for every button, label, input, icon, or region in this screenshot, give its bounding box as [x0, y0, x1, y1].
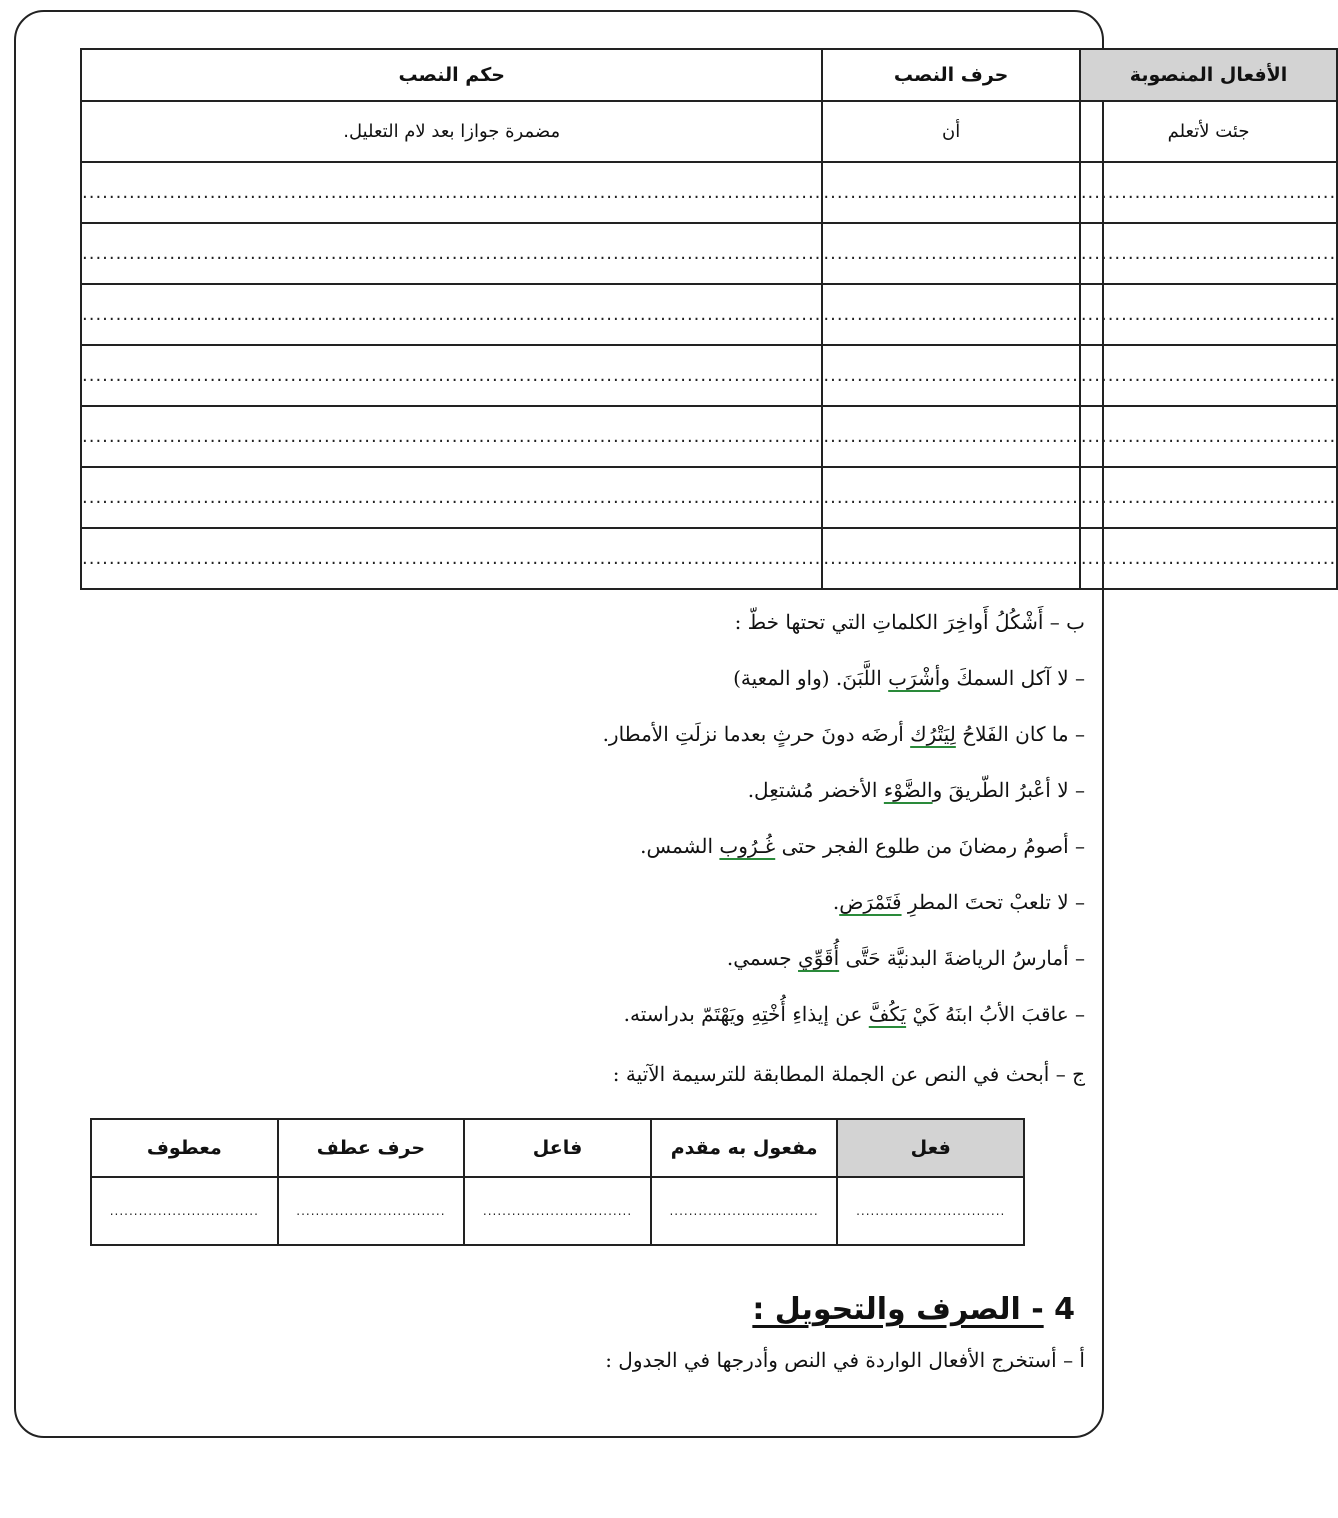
sentence-text: عن إيذاءِ أُخْتِهِ ويَهْتَمّ بدراسته.: [623, 1002, 869, 1026]
header-conjunction: حرف عطف: [278, 1119, 465, 1177]
blank-cell[interactable]: ......................................: [1080, 162, 1337, 223]
example-rule: مضمرة جوازا بعد لام التعليل.: [81, 101, 822, 162]
table-row: [81, 101, 1337, 162]
section-4-number: 4: [1054, 1292, 1075, 1327]
table-header-row: [91, 1119, 1024, 1177]
sentence-text: – لا آكل السمكَ و: [940, 666, 1085, 690]
sentence-text: .: [832, 890, 840, 914]
blank-cell[interactable]: ......................................: [822, 223, 1079, 284]
blank-cell[interactable]: ..............................................................................................................: [81, 223, 822, 284]
exercise-sentence: [748, 778, 1085, 802]
table-row: [81, 284, 1337, 345]
section-b-title: ب – أَشْكُلُ أَواخِرَ الكلماتِ التي تحتها خطّ :: [734, 610, 1085, 634]
exercise-sentence: [640, 834, 1085, 858]
table-sentence-pattern: [90, 1118, 1025, 1246]
header-object: مفعول به مقدم: [651, 1119, 838, 1177]
blank-cell[interactable]: ...............................: [278, 1177, 465, 1245]
section-c-title: ج – أبحث في النص عن الجملة المطابقة للترسيمة الآتية :: [612, 1062, 1085, 1086]
header-verb: فعل: [837, 1119, 1024, 1177]
example-particle: أن: [822, 101, 1079, 162]
blank-cell[interactable]: ..............................................................................................................: [81, 467, 822, 528]
blank-cell[interactable]: ......................................: [822, 345, 1079, 406]
header-rule: حكم النصب: [81, 49, 822, 101]
exercise-sentence: [624, 1002, 1085, 1026]
sentence-text: – ما كان الفَلاحُ: [955, 722, 1085, 746]
header-conjoined: معطوف: [91, 1119, 278, 1177]
table-row: [81, 528, 1337, 589]
table-row: [81, 406, 1337, 467]
table-accusative-verbs: [80, 48, 1338, 590]
header-verbs: الأفعال المنصوبة: [1080, 49, 1337, 101]
blank-cell[interactable]: ......................................: [1080, 345, 1337, 406]
exercise-sentence: [727, 946, 1085, 970]
blank-cell[interactable]: ...............................: [651, 1177, 838, 1245]
underlined-word: لِيَتْرُك: [910, 722, 956, 746]
section-4-title: - الصرف والتحويل :: [752, 1292, 1044, 1327]
blank-cell[interactable]: ...............................: [464, 1177, 651, 1245]
table-row: [81, 162, 1337, 223]
blank-cell[interactable]: ...............................: [837, 1177, 1024, 1245]
table-row: [81, 467, 1337, 528]
sentence-text: الشمس.: [640, 834, 720, 858]
sentence-text: الأخضر مُشتعِل.: [747, 778, 884, 802]
exercise-sentence: [603, 722, 1085, 746]
exercise-sentence: [833, 890, 1085, 914]
underlined-word: الضَّوْء: [883, 778, 933, 802]
blank-cell[interactable]: ...............................: [91, 1177, 278, 1245]
example-verb: جئت لأتعلم: [1080, 101, 1337, 162]
blank-cell[interactable]: ......................................: [822, 528, 1079, 589]
underlined-word: غُـرُوب: [719, 834, 776, 858]
exercise-sentence: [733, 666, 1085, 690]
underlined-word: فَتَمْرَض: [839, 890, 902, 914]
blank-cell[interactable]: ......................................: [822, 406, 1079, 467]
blank-cell[interactable]: ......................................: [1080, 528, 1337, 589]
section-4-heading: [752, 1292, 1075, 1327]
sentence-text: – أصومُ رمضانَ من طلوع الفجر حتى: [775, 834, 1085, 858]
table-header-row: [81, 49, 1337, 101]
blank-cell[interactable]: ..............................................................................................................: [81, 406, 822, 467]
blank-cell[interactable]: ..............................................................................................................: [81, 162, 822, 223]
sentence-text: جسمي.: [726, 946, 799, 970]
blank-cell[interactable]: ......................................: [822, 467, 1079, 528]
underlined-word: يَكُفَّ: [868, 1002, 907, 1026]
blank-cell[interactable]: ......................................: [1080, 467, 1337, 528]
header-subject: فاعل: [464, 1119, 651, 1177]
blank-cell[interactable]: ..............................................................................................................: [81, 345, 822, 406]
sentence-text: – لا أعْبرُ الطّريقَ و: [932, 778, 1085, 802]
table-row: [91, 1177, 1024, 1245]
table-row: [81, 345, 1337, 406]
underlined-word: أُقَوِّي: [798, 946, 840, 970]
sentence-text: – لا تلعبْ تحتَ المطرِ: [901, 890, 1085, 914]
blank-cell[interactable]: ......................................: [1080, 406, 1337, 467]
table-row: [81, 223, 1337, 284]
header-particle: حرف النصب: [822, 49, 1079, 101]
blank-cell[interactable]: ......................................: [1080, 284, 1337, 345]
sentence-text: – أمارسُ الرياضةَ البدنيَّة حَتَّى: [839, 946, 1085, 970]
blank-cell[interactable]: ......................................: [822, 284, 1079, 345]
blank-cell[interactable]: ......................................: [1080, 223, 1337, 284]
sentence-text: اللَّبَنَ. (واو المعية): [733, 666, 889, 690]
sentence-text: – عاقبَ الأبُ ابنَهُ كَيْ: [906, 1002, 1085, 1026]
blank-cell[interactable]: ......................................: [822, 162, 1079, 223]
blank-cell[interactable]: ..............................................................................................................: [81, 284, 822, 345]
section-4-instruction: أ – أستخرج الأفعال الواردة في النص وأدرجها في الجدول :: [605, 1348, 1085, 1372]
underlined-word: أشْرَب: [888, 666, 941, 690]
blank-cell[interactable]: ..............................................................................................................: [81, 528, 822, 589]
sentence-text: أرضَه دونَ حرثٍ بعدما نزلَتِ الأمطار.: [602, 722, 911, 746]
